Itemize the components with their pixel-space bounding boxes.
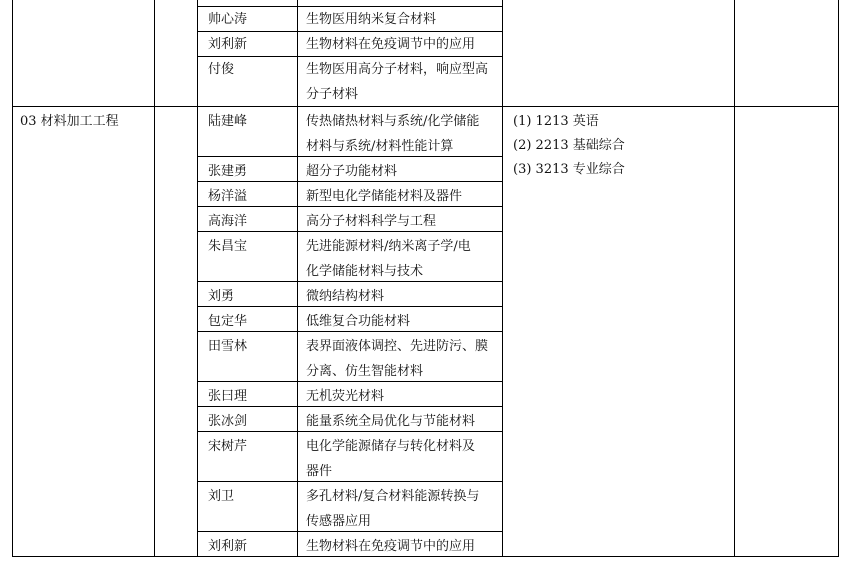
- exam-subject: (3) 3213 专业综合: [513, 162, 625, 177]
- direction-text: 能量系统全局优化与节能材料: [306, 414, 476, 429]
- advisor-name: 刘勇: [208, 289, 235, 304]
- col-border-direction: [502, 0, 503, 557]
- col-border-right: [838, 0, 839, 557]
- direction-text: 材料与系统/材料性能计算: [306, 139, 454, 154]
- direction-text: 超分子功能材料: [306, 164, 398, 179]
- direction-text: 表界面液体调控、先进防污、膜: [306, 339, 489, 354]
- direction-text: 生物医用高分子材料，响应型高: [306, 62, 489, 77]
- direction-text: 化学储能材料与技术: [306, 264, 424, 279]
- advisor-name: 杨洋溢: [208, 189, 248, 204]
- direction-text: 微纳结构材料: [306, 289, 385, 304]
- direction-text: 先进能源材料/纳米离子学/电: [306, 239, 471, 254]
- advisor-name: 田雪林: [208, 339, 248, 354]
- direction-text: 生物医用纳米复合材料: [306, 12, 437, 27]
- direction-text: 生物材料在免疫调节中的应用: [306, 539, 476, 554]
- advisor-name: 朱昌宝: [208, 239, 248, 254]
- advisor-name: 刘利新: [208, 539, 248, 554]
- direction-text: 传感器应用: [306, 514, 372, 529]
- advisor-name: 张建勇: [208, 164, 248, 179]
- advisor-name: 付俊: [208, 62, 235, 77]
- direction-text: 生物材料在免疫调节中的应用: [306, 37, 476, 52]
- advisor-name: 宋树芹: [208, 439, 248, 454]
- advisor-name: 刘卫: [208, 489, 235, 504]
- col-border-gap: [197, 0, 198, 557]
- advisor-name: 高海洋: [208, 214, 248, 229]
- advisor-name: 帅心涛: [208, 12, 248, 27]
- direction-text: 多孔材料/复合材料能源转换与: [306, 489, 480, 504]
- section-divider: [12, 106, 839, 107]
- advisor-name: 张曰理: [208, 389, 248, 404]
- direction-text: 传热储热材料与系统/化学储能: [306, 114, 480, 129]
- exam-subject: (2) 2213 基础综合: [513, 138, 625, 153]
- direction-text: 电化学能源储存与转化材料及: [306, 439, 476, 454]
- col-border-exams: [734, 0, 735, 557]
- direction-text: [306, 0, 371, 6]
- col-border-advisor: [297, 0, 298, 557]
- direction-text: 低维复合功能材料: [306, 314, 411, 329]
- advisor-name: 张冰剑: [208, 414, 248, 429]
- advisor-name: 包定华: [208, 314, 248, 329]
- direction-text: 器件: [306, 464, 333, 479]
- advisor-name: 陆建峰: [208, 114, 248, 129]
- col-border-code: [154, 0, 155, 557]
- direction-text: 新型电化学储能材料及器件: [306, 189, 463, 204]
- direction-text: 高分子材料科学与工程: [306, 214, 437, 229]
- major-title: 03 材料加工工程: [20, 114, 119, 129]
- direction-text: 无机荧光材料: [306, 389, 385, 404]
- direction-text: 分子材料: [306, 87, 359, 102]
- row-border: [197, 481, 503, 482]
- direction-text: 分离、仿生智能材料: [306, 364, 424, 379]
- col-border-left: [12, 0, 13, 557]
- advisor-name: 刘利新: [208, 37, 248, 52]
- exam-subject: (1) 1213 英语: [513, 114, 599, 129]
